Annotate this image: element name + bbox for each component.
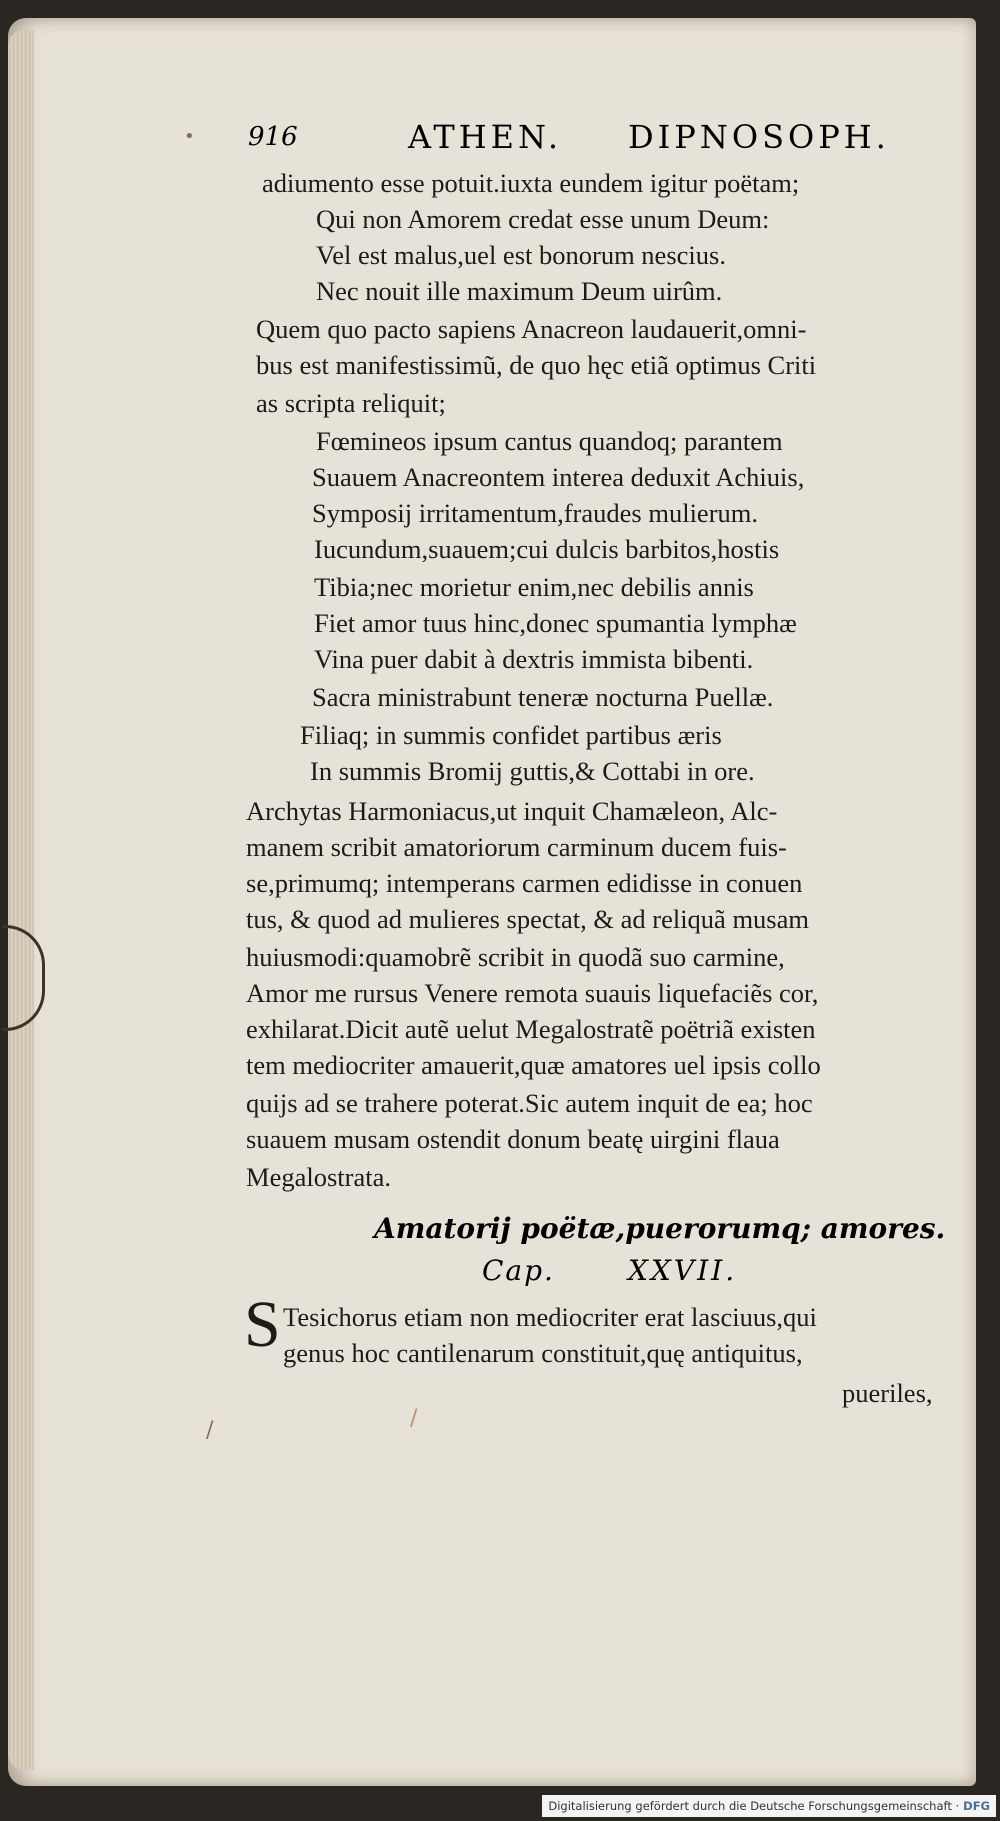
text-line: se,primumq; intemperans carmen edidisse in conuen: [246, 868, 803, 898]
text-line: Nec nouit ille maximum Deum uirûm.: [316, 276, 723, 306]
text-line: Tibia;nec morietur enim,nec debilis annis: [314, 572, 754, 602]
catchword: pueriles,: [842, 1378, 933, 1408]
text-line: Sacra ministrabunt teneræ nocturna Puellæ.: [312, 682, 774, 712]
margin-mark: /: [206, 1418, 214, 1443]
text-line: Qui non Amorem credat esse unum Deum:: [316, 204, 770, 234]
text-line: Archytas Harmoniacus,ut inquit Chamæleon, Alc-: [246, 796, 778, 826]
stain-mark: /: [410, 1406, 418, 1431]
header-title-right: DIPNOSOPH.: [628, 118, 890, 156]
text-line: quijs ad se trahere poterat.Sic autem inquit de ea; hoc: [246, 1088, 813, 1118]
page-number: 916: [248, 122, 298, 152]
header-title-left: ATHEN.: [408, 118, 563, 156]
text-line: Tesichorus etiam non mediocriter erat lasciuus,qui: [283, 1302, 817, 1332]
text-line: exhilarat.Dicit autẽ uelut Megalostratẽ poëtriã existen: [246, 1014, 816, 1044]
text-line: Iucundum,suauem;cui dulcis barbitos,hostis: [314, 534, 780, 564]
text-line: Filiaq; in summis confidet partibus æris: [300, 720, 722, 750]
text-line: as scripta reliquit;: [256, 388, 446, 418]
text-line: manem scribit amatoriorum carminum ducem fuis-: [246, 832, 787, 862]
text-line: Vel est malus,uel est bonorum nescius.: [316, 240, 726, 270]
text-line: tus, & quod ad mulieres spectat, & ad reliquã musam: [246, 904, 809, 934]
drop-cap: S: [244, 1288, 281, 1361]
text-line: genus hoc cantilenarum constituit,quę antiquitus,: [283, 1338, 803, 1368]
chapter-label: Cap.: [482, 1254, 555, 1287]
footer-credit: [542, 1795, 996, 1817]
dfg-logo: DFG: [963, 1799, 990, 1813]
text-line: Fœmineos ipsum cantus quandoq; parantem: [316, 426, 783, 456]
text-line: Symposij irritamentum,fraudes mulierum.: [312, 498, 759, 528]
text-line: suauem musam ostendit donum beatę uirgini flaua: [246, 1124, 780, 1154]
page-edge: [8, 30, 34, 1770]
margin-mark: •: [184, 126, 195, 147]
running-header: [248, 118, 888, 162]
text-line: Fiet amor tuus hinc,donec spumantia lymphæ: [314, 608, 797, 638]
section-heading: Amatorij poëtæ,puerorumq; amores.: [374, 1212, 946, 1245]
text-line: huiusmodi:quamobrẽ scribit in quodã suo carmine,: [246, 942, 785, 972]
text-line: Amor me rursus Venere remota suauis liquefaciẽs cor,: [246, 978, 819, 1008]
text-line: adiumento esse potuit.iuxta eundem igitur poëtam;: [262, 168, 800, 198]
footer-text: Digitalisierung gefördert durch die Deutsche Forschungsgemeinschaft ·: [548, 1799, 960, 1813]
chapter-number: XXVII.: [628, 1254, 738, 1287]
text-line: bus est manifestissimũ, de quo hęc etiã optimus Criti: [256, 350, 817, 380]
text-line: Quem quo pacto sapiens Anacreon laudauerit,omni-: [256, 314, 807, 344]
text-line: Megalostrata.: [246, 1162, 391, 1192]
text-line: tem mediocriter amauerit,quæ amatores uel ipsis collo: [246, 1050, 821, 1080]
text-line: Suauem Anacreontem interea deduxit Achiuis,: [312, 462, 805, 492]
text-line: Vina puer dabit à dextris immista bibenti.: [314, 644, 754, 674]
text-line: In summis Bromij guttis,& Cottabi in ore.: [310, 756, 755, 786]
